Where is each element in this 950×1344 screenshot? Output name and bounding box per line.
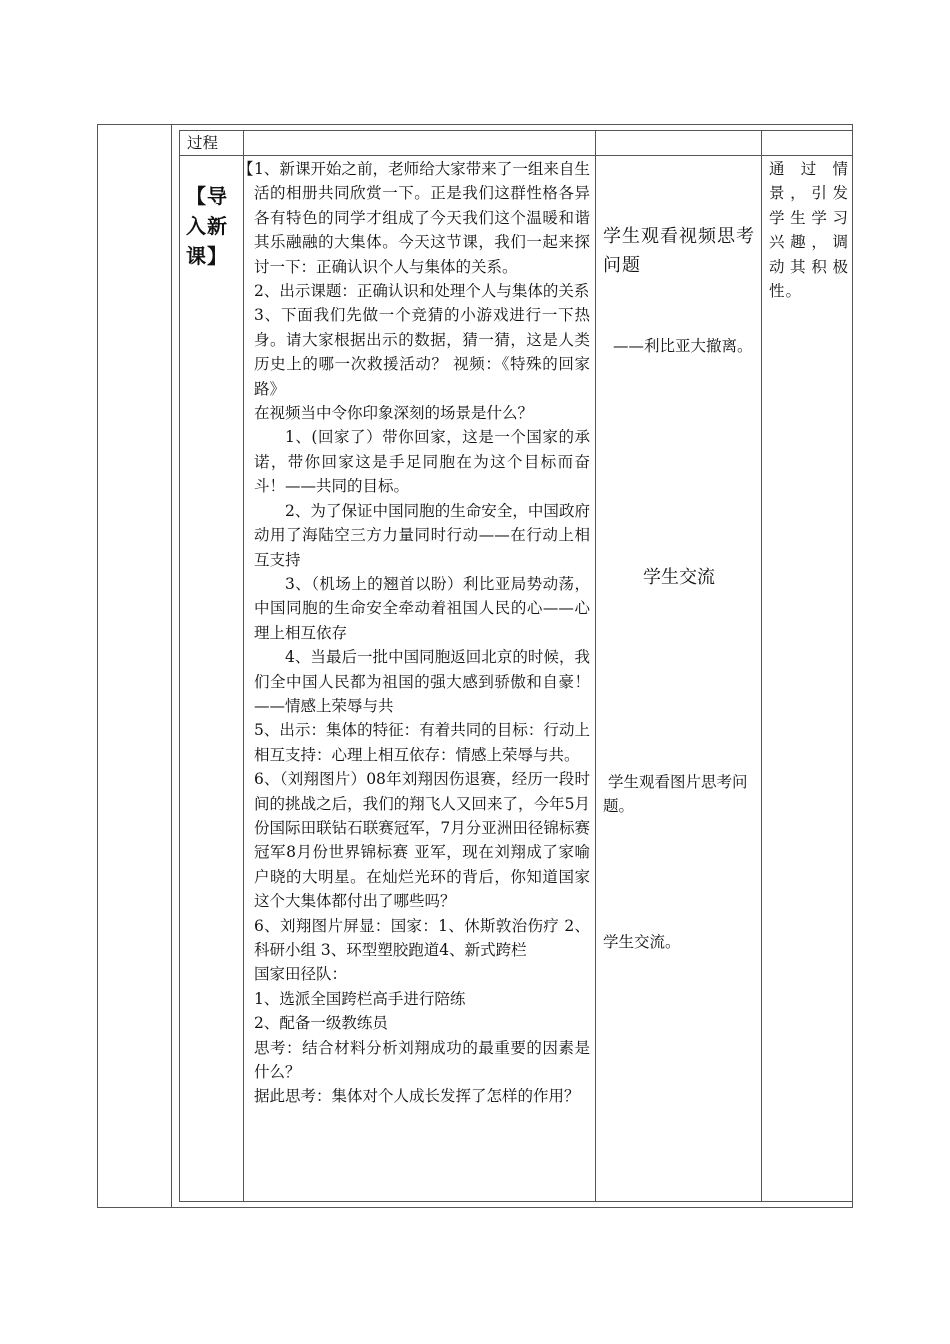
design-intent: 通过情景，引发学生学习兴趣，调动其积极性。 — [769, 160, 849, 301]
teacher-paragraph: 1、新课开始之前，老师给大家带来了一组来自生活的相册共同欣赏一下。正是我们这群性格各异各有特色的同学才组成了今天我们这个温暖和谐其乐融融的大集体。今天这节课，我们一起来探讨一下：正确认识个人与集体的关系。 — [254, 160, 590, 276]
teacher-paragraph: 2、为了保证中国同胞的生命安全，中国政府动用了海陆空三方力量同时行动——在行动上相互支持 — [254, 501, 590, 569]
teacher-paragraph: 国家田径队： — [254, 965, 348, 984]
col-divider-1 — [243, 130, 244, 1202]
process-header: 过程 — [187, 134, 219, 152]
teacher-activities — [254, 157, 590, 1109]
student-activity-libya: ——利比亚大撤离。 — [613, 337, 753, 355]
teacher-paragraph: 2、配备一级教练员 — [254, 1014, 388, 1033]
section-label: 【导入新课】 — [186, 184, 228, 268]
teacher-paragraph: 2、出示课题：正确认识和处理个人与集体的关系 — [254, 282, 590, 301]
col-divider-3 — [761, 130, 762, 1202]
teacher-paragraph: 4、当最后一批中国同胞返回北京的时候，我们全中国人民都为祖国的强大感到骄傲和自豪！——情感上荣辱与共 — [254, 648, 590, 715]
teacher-paragraph: 3、（机场上的翘首以盼）利比亚局势动荡，中国同胞的生命安全牵动着祖国人民的心——心理上相互依存 — [254, 574, 590, 642]
teacher-paragraph: 1、(回家了）带你回家，这是一个国家的承诺，带你回家这是手足同胞在为这个目标而奋斗！——共同的目标。 — [254, 428, 590, 496]
teacher-paragraph: 3、下面我们先做一个竞猜的小游戏进行一下热身。请大家根据出示的数据，猜一猜，这是人类历史上的哪一次救援活动？ 视频：《特殊的回家路》 — [254, 306, 590, 398]
header-row-divider — [179, 155, 853, 156]
outer-divider — [171, 124, 172, 1208]
teacher-paragraph: 6、（刘翔图片）08年刘翔因伤退赛，经历一段时间的挑战之后，我们的翔飞人又回来了，今年5月份国际田联钻石联赛冠军，7月分亚洲田径锦标赛冠军8月份世界锦标赛 亚军，现在刘翔成了家喻户晓的大明星。在灿烂光环的背后，你知道国家这个大集体都付出了哪些吗？ — [254, 770, 590, 911]
teacher-paragraph: 在视频当中令你印象深刻的场景是什么？ — [254, 404, 534, 423]
student-activity-watch-video: 学生观看视频思考问题 — [603, 226, 755, 276]
teacher-paragraph: 据此思考：集体对个人成长发挥了怎样的作用？ — [254, 1087, 580, 1106]
bracket-mark: 【 — [238, 160, 254, 178]
teacher-paragraph: 思考：结合材料分析刘翔成功的最重要的因素是什么？ — [254, 1038, 590, 1082]
teacher-paragraph: 6、刘翔图片屏显：国家：1、休斯敦治伤疗 2、科研小组 3、环型塑胶跑道4、新式跨栏 — [254, 916, 590, 959]
student-activity-discuss-2: 学生交流。 — [603, 933, 681, 951]
teacher-paragraph: 1、选派全国跨栏高手进行陪练 — [254, 989, 466, 1008]
teacher-paragraph: 5、出示：集体的特征：有着共同的目标：行动上相互支持：心理上相互依存：情感上荣辱与共。 — [254, 721, 590, 764]
student-activity-watch-picture: 学生观看图片思考问题。 — [603, 773, 748, 816]
student-activity-discuss: 学生交流 — [643, 567, 715, 588]
col-divider-2 — [595, 130, 596, 1202]
